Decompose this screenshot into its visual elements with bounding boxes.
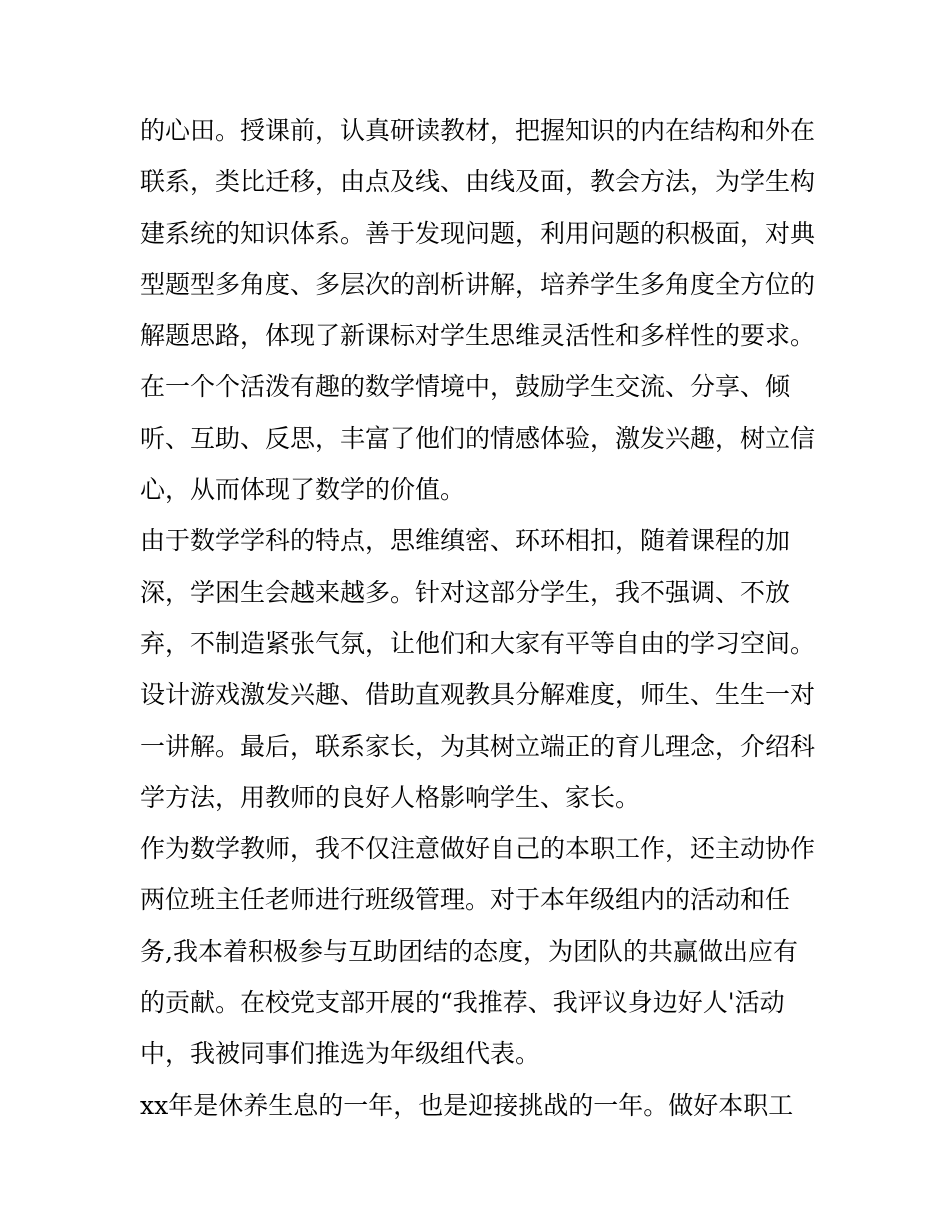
text-line: 的贡献。在校党支部开展的“我推荐、我评议身边好人'活动 (140, 988, 785, 1018)
text-line: 解题思路，体现了新课标对学生思维灵活性和多样性的要求。 (140, 321, 816, 351)
text-line: 建系统的知识体系。善于发现问题，利用问题的积极面，对典 (140, 218, 816, 248)
text-line: 设计游戏激发兴趣、借助直观教具分解难度，师生、生生一对 (140, 680, 816, 710)
text-line: 两位班主任老师进行班级管理。对于本年级组内的活动和任 (140, 885, 791, 915)
text-line: 联系，类比迁移，由点及线、由线及面，教会方法，为学生构 (140, 167, 816, 197)
text-line: 中，我被同事们推选为年级组代表。 (140, 1039, 541, 1069)
text-line: 学方法，用教师的良好人格影响学生、家长。 (140, 782, 641, 812)
text-line: 的心田。授课前，认真研读教材，把握知识的内在结构和外在 (140, 116, 816, 145)
text-line: 作为数学教师，我不仅注意做好自己的本职工作，还主动协作 (140, 834, 816, 864)
text-line: 弃，不制造紧张气氛，让他们和大家有平等自由的学习空间。 (140, 628, 816, 658)
text-line: 型题型多角度、多层次的剖析讲解，培养学生多角度全方位的 (140, 269, 816, 299)
text-line: 心，从而体现了数学的价值。 (140, 475, 466, 505)
text-line: 务,我本着积极参与互助团结的态度，为团队的共赢做出应有 (140, 936, 798, 966)
text-line: 一讲解。最后，联系家长，为其树立端正的育儿理念，介绍科 (140, 731, 816, 761)
text-line: 听、互助、反思，丰富了他们的情感体验，激发兴趣，树立信 (140, 423, 816, 453)
document-body (140, 105, 820, 1131)
text-line: 深，学困生会越来越多。针对这部分学生，我不强调、不放 (140, 577, 791, 607)
text-line: xx年是休养生息的一年，也是迎接挑战的一年。做好本职工 (140, 1090, 794, 1120)
text-line: 由于数学学科的特点，思维缜密、环环相扣，随着课程的加 (140, 526, 791, 556)
text-line: 在一个个活泼有趣的数学情境中，鼓励学生交流、分享、倾 (140, 372, 791, 402)
